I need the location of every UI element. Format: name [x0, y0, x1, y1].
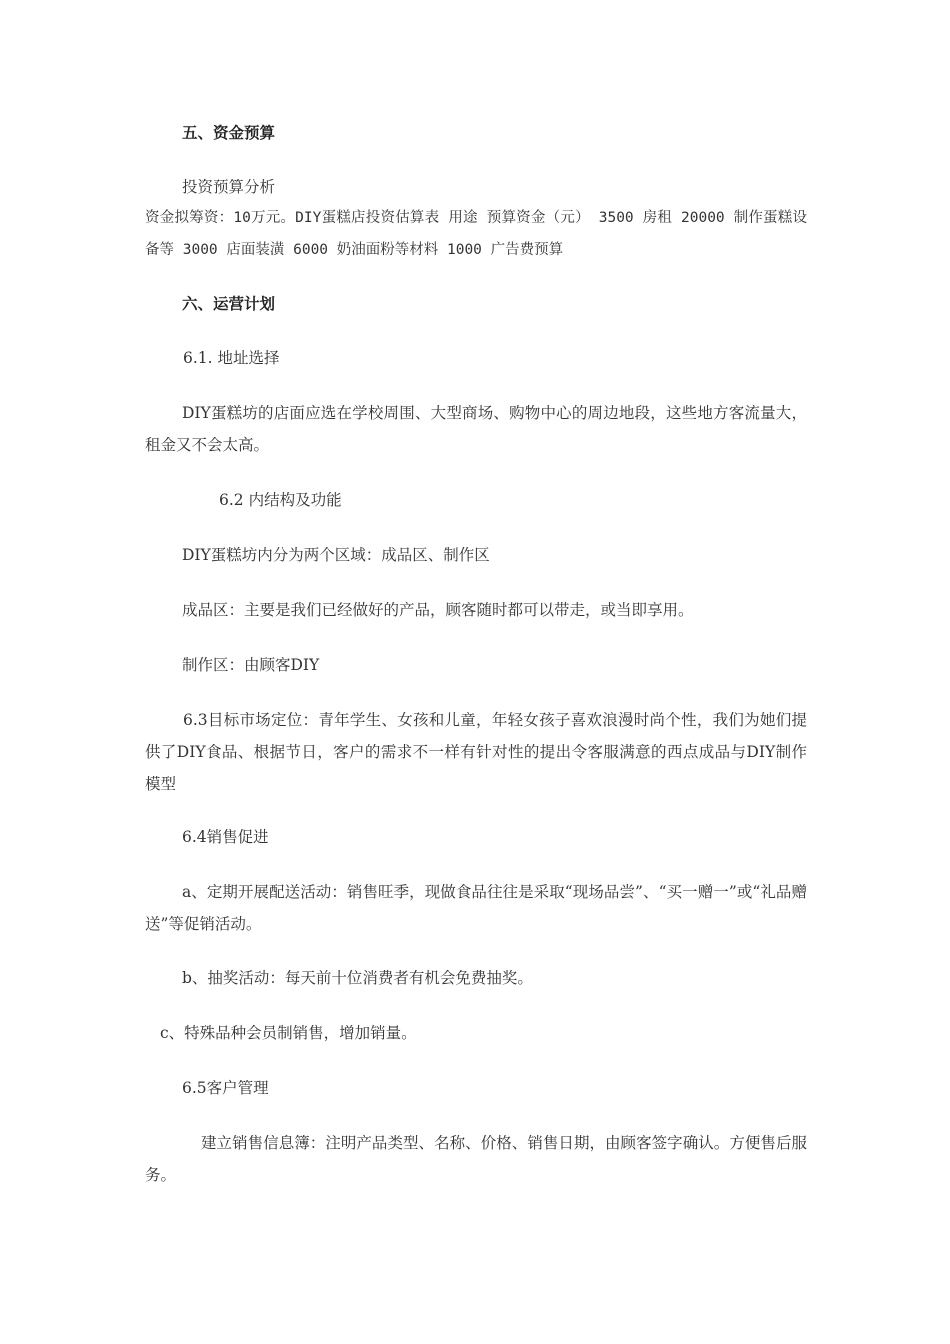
s62-number: 6.2: [219, 491, 244, 509]
section5-subheading: 投资预算分析: [182, 178, 276, 196]
section6-heading: 六、运营计划: [182, 294, 276, 313]
s64-item-c: c、特殊品种会员制销售，增加销量。: [160, 1024, 417, 1042]
s63-number: 6.3: [183, 711, 208, 729]
s63-body: 目标市场定位：青年学生、女孩和儿童，年轻女孩子喜欢浪漫时尚个性，我们为她们提供了DIY食品、根据节日，客户的需求不一样有针对性的提出令客服满意的西点成品与DIY制作模型: [145, 711, 807, 793]
section5-budget-text: 资金拟筹资：10万元。DIY蛋糕店投资估算表 用途 预算资金（元） 3500 房租 20000 制作蛋糕设备等 3000 店面装潢 6000 奶油面粉等材料 1000 广告费预算: [145, 210, 807, 258]
s65-body: 建立销售信息簿：注明产品类型、名称、价格、销售日期，由顾客签字确认。方便售后服务。: [145, 1134, 807, 1184]
s63-paragraph: [145, 704, 807, 800]
s62-title: 内结构及功能: [248, 491, 342, 509]
s64-item-b: b、抽奖活动：每天前十位消费者有机会免费抽奖。: [182, 969, 533, 987]
s64-heading: 6.4销售促进: [182, 828, 269, 846]
s62-heading: [145, 484, 807, 516]
s61-title: 地址选择: [217, 349, 280, 367]
section5-heading: 五、资金预算: [182, 123, 276, 142]
s61-heading: [145, 342, 807, 374]
s61-body: DIY蛋糕坊的店面应选在学校周围、大型商场、购物中心的周边地段，这些地方客流量大，租金又不会太高。: [145, 404, 807, 454]
s62-zones: DIY蛋糕坊内分为两个区域：成品区、制作区: [182, 546, 490, 564]
s65-heading: 6.5客户管理: [182, 1079, 269, 1097]
s64-item-a: a、定期开展配送活动：销售旺季，现做食品往往是采取“现场品尝”、“买一赠一”或“礼品赠送”等促销活动。: [145, 883, 807, 933]
s62-finished-zone: 成品区：主要是我们已经做好的产品，顾客随时都可以带走，或当即享用。: [182, 601, 694, 619]
s61-number: 6.1.: [183, 349, 213, 367]
s62-making-zone: 制作区：由顾客DIY: [182, 656, 320, 674]
